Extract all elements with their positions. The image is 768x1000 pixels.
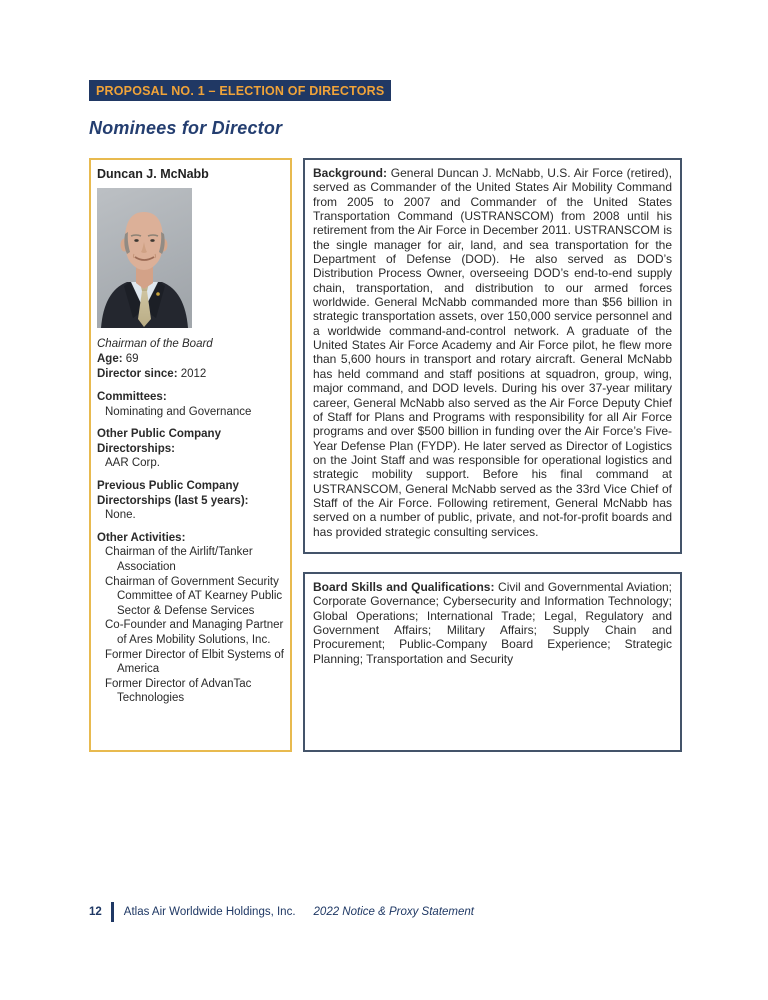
- list-item: AAR Corp.: [105, 457, 160, 470]
- list-item: Chairman of Government Security Committee of AT Kearney Public Sector & Defense Services: [105, 575, 283, 617]
- other-directorships-list: [97, 456, 284, 471]
- nominee-photo: [97, 188, 192, 328]
- other-activities-block: [97, 531, 284, 706]
- background-paragraph: [313, 166, 672, 539]
- list-item: Chairman of the Airlift/Tanker Association: [105, 546, 253, 573]
- footer-company: Atlas Air Worldwide Holdings, Inc.: [123, 906, 296, 918]
- director-since-value: 2012: [180, 368, 207, 380]
- list-item: Former Director of AdvanTac Technologies: [105, 677, 252, 705]
- board-skills-text: Civil and Governmental Aviation; Corporate Governance; Cybersecurity and Information Technology; Global Operations; International Trade; Legal, Regulatory and Government Affairs; Military Affairs; Supply Chain and Procurement; Public-Company Board Experience; Strategic Planning; Transportation and Security: [313, 580, 672, 666]
- nominee-portrait-illustration: [97, 188, 192, 328]
- other-directorships-block: [97, 427, 284, 471]
- age-label: Age:: [97, 353, 123, 365]
- other-activities-label: Other Activities:: [97, 531, 186, 544]
- list-item: Co-Founder and Managing Partner of Ares Mobility Solutions, Inc.: [105, 619, 284, 646]
- nominee-since-line: [97, 367, 284, 382]
- page-footer: [89, 902, 474, 922]
- board-skills-label: Board Skills and Qualifications:: [313, 580, 495, 594]
- other-activities-list: [97, 545, 284, 706]
- proposal-banner-label: PROPOSAL NO. 1 – ELECTION OF DIRECTORS: [96, 83, 385, 98]
- previous-directorships-list: [97, 508, 284, 523]
- list-item: Former Director of Elbit Systems of America: [105, 648, 284, 676]
- proposal-banner: [89, 80, 391, 101]
- background-text: General Duncan J. McNabb, U.S. Air Force (retired), served as Commander of the United States Air Mobility Command from 2005 to 2007 and Commander of the United States Transportation Command (USTRANSCOM) from 2008 until his retirement from the Air Force in December 2011. USTRANSCOM is the single manager for air, land, and sea transportation for the Department of Defense (DOD). He also served as DOD’s Distribution Process Owner, overseeing DOD’s end-to-end supply chain, transportation, and distribution to our armed forces worldwide. General McNabb commanded more than $56 billion in strategic transportation assets, over 150,000 service personnel and a worldwide command-and-control network. A graduate of the United States Air Force Academy and Air Force pilot, he flew more than 5,600 hours in transport and rotary aircraft. General McNabb has held command and staff positions at squadron, group, wing, major command, and DOD levels. During his over 37-year military career, General McNabb also served as the Air Force Deputy Chief of Staff for Plans and Programs with responsibility for all Air Force programs and over $500 billion in funding over the Air Force’s Five-Year Defense Plan (FYDP). He later served as Director of Logistics on the Joint Staff and was responsible for operational logistics and strategic mobility support. Before his final command at USTRANSCOM, General McNabb served as the 33rd Vice Chief of Staff of the Air Force. Following retirement, General McNabb has served on a number of public, private, and not-for-profit boards and has provided strategic consulting services.: [313, 166, 672, 539]
- footer-document-title: 2022 Notice & Proxy Statement: [313, 906, 474, 918]
- age-value: 69: [125, 353, 139, 365]
- previous-directorships-label: Previous Public Company Directorships (last 5 years):: [97, 479, 249, 507]
- nominee-card: [89, 158, 292, 752]
- nominee-age-line: [97, 352, 284, 367]
- other-directorships-label: Other Public Company Directorships:: [97, 428, 221, 455]
- board-skills-paragraph: [313, 580, 672, 666]
- previous-directorships-block: [97, 479, 284, 523]
- nominee-title: Chairman of the Board: [97, 338, 213, 350]
- background-label: Background:: [313, 166, 388, 180]
- page-number: 12: [89, 906, 102, 918]
- list-item: Nominating and Governance: [105, 405, 252, 418]
- director-since-label: Director since:: [97, 368, 178, 380]
- committees-label: Committees:: [97, 391, 167, 403]
- list-item: None.: [105, 509, 136, 522]
- board-skills-box: [303, 572, 682, 752]
- committees-list: [97, 405, 284, 420]
- footer-divider: [111, 902, 114, 922]
- background-box: [303, 158, 682, 554]
- nominee-name: Duncan J. McNabb: [97, 167, 209, 181]
- page-title: Nominees for Director: [89, 118, 283, 138]
- committees-block: [97, 390, 284, 419]
